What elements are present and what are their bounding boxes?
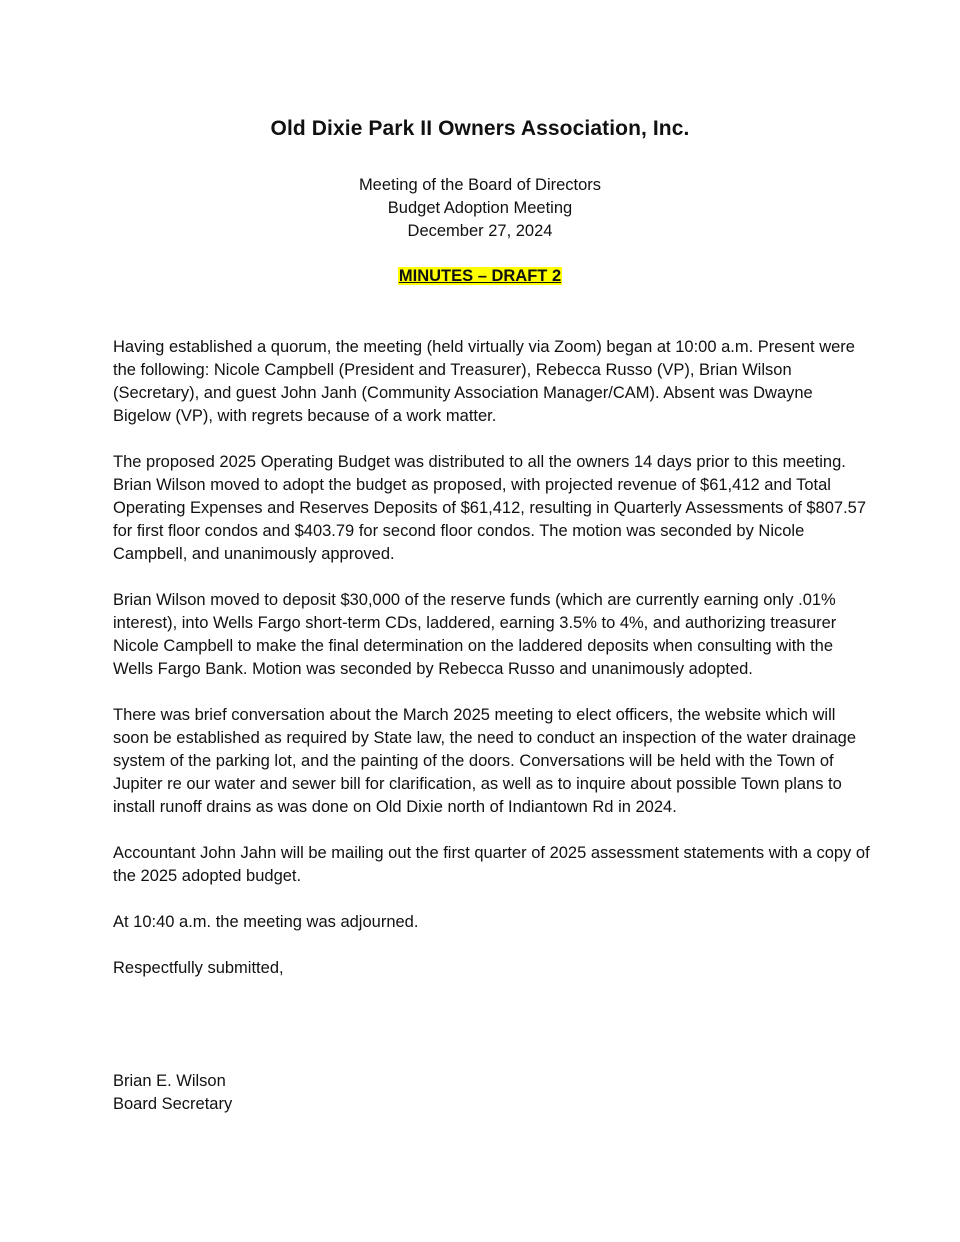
paragraph-quorum: Having established a quorum, the meeting (held virtually via Zoom) began at 10:00 a.m. Present were the following: Nicole Campbell (President and Treasurer), Rebecca Russo (VP), Brian Wilson (Secretary), and guest John Janh (Community Association Manager/CAM). Absent was Dwayne Bigelow (VP), with regrets because of a work matter. (113, 338, 855, 425)
org-title: Old Dixie Park II Owners Association, Inc. (270, 117, 690, 140)
minutes-body (113, 336, 873, 1003)
meeting-subtitle: Budget Adoption Meeting (387, 199, 573, 217)
paragraph-reserve-funds: Brian Wilson moved to deposit $30,000 of the reserve funds (which are currently earning only .01% interest), into Wells Fargo short-term CDs, laddered, earning 3.5% to 4%, and authorizing treasurer Nicole Campbell to make the final determination on the laddered deposits when consulting with the Wells Fargo Bank. Motion was seconded by Rebecca Russo and unanimously adopted. (113, 591, 837, 678)
paragraph-budget: The proposed 2025 Operating Budget was distributed to all the owners 14 days prior to this meeting. Brian Wilson moved to adopt the budget as proposed, with projected revenue of $61,412 and Total Operating Expenses and Reserves Deposits of $61,412, resulting in Quarterly Assessments of $807.57 for first floor condos and $403.79 for second floor condos. The motion was seconded by Nicole Campbell, and unanimously approved. (113, 453, 867, 563)
signature-title: Board Secretary (113, 1095, 233, 1113)
minutes-heading (0, 264, 960, 288)
meeting-date: December 27, 2024 (407, 222, 553, 240)
meeting-info (0, 174, 960, 243)
paragraph-conversation: There was brief conversation about the March 2025 meeting to elect officers, the website which will soon be established as required by State law, the need to conduct an inspection of the water drainage system of the parking lot, and the painting of the doors. Conversations will be held with the Town of Jupiter re our water and sewer bill for clarification, as well as to inquire about possible Town plans to install runoff drains as was done on Old Dixie north of Indiantown Rd in 2024. (113, 706, 856, 816)
paragraph-adjourned: At 10:40 a.m. the meeting was adjourned. (113, 913, 419, 931)
minutes-label: MINUTES – DRAFT 2 (398, 267, 562, 285)
paragraph-closing: Respectfully submitted, (113, 959, 284, 977)
meeting-type: Meeting of the Board of Directors (358, 176, 602, 194)
signature-name: Brian E. Wilson (113, 1072, 226, 1090)
paragraph-assessments: Accountant John Jahn will be mailing out the first quarter of 2025 assessment statements with a copy of the 2025 adopted budget. (113, 844, 870, 885)
signature-block (113, 1070, 232, 1116)
